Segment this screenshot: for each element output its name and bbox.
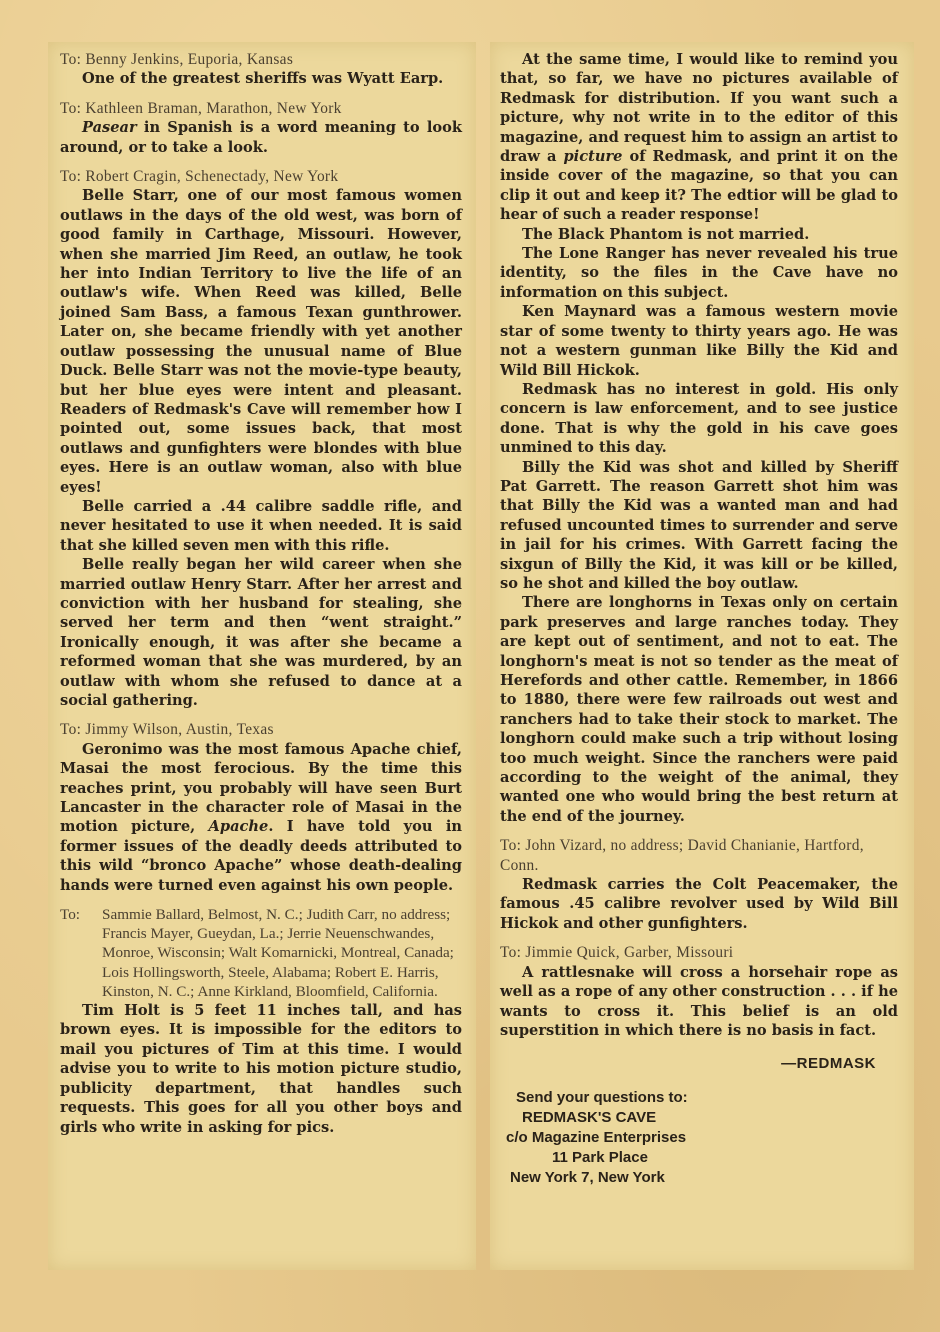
address-line: c/o Magazine Enterprises <box>506 1128 687 1146</box>
recipient-line: To: Kathleen Braman, Marathon, New York <box>60 99 342 117</box>
recipient-names: Sammie Ballard, Belmost, N. C.; Judith Carr, no address; Francis Mayer, Gueydan, La.; Jerrie Neuenschwandes, Monroe, Wisconsin; Walt Komarnicki, Montreal, Canada; Lois Hollingsworth, Steele, Alabama; Robert E. Harris, Kinston, N. C.; Anne Kirkland, Bloomfield, California. <box>102 906 454 1000</box>
italic-word: Apache <box>208 818 269 836</box>
answer-paragraph: Ken Maynard was a famous western movie star of some twenty to thirty years ago. He was not a western gunman like Billy the Kid and Wild Bill Hickok. <box>500 303 898 379</box>
italic-word: picture <box>563 148 623 166</box>
answer-paragraph: Redmask carries the Colt Peacemaker, the famous .45 calibre revolver used by Wild Bill Hickok and other gunfighters. <box>500 876 898 932</box>
recipient-label: To: <box>60 906 81 924</box>
recipient-line: To: John Vizard, no address; David Chanianie, Hartford, Conn. <box>500 837 864 874</box>
recipient-line: To: Jimmy Wilson, Austin, Texas <box>60 721 274 739</box>
recipient-line: To: Robert Cragin, Schenectady, New York <box>60 168 339 186</box>
answer-text: . I have told you in former issues of the deadly deeds attributed to this wild “bronco Apache” whose death-dealing hands were turned even against his own people. <box>60 818 462 894</box>
mailing-address <box>506 1088 898 1188</box>
recipient-block <box>60 905 462 1001</box>
answer-text: in Spanish is a word meaning to look around, or to take a look. <box>60 119 462 156</box>
answer-paragraph: A rattlesnake will cross a horsehair rope as well as a rope of any other construction . . . if he wants to cross it. This belief is an old superstition in which there is no basis in fact. <box>500 963 898 1039</box>
left-column <box>60 50 462 1137</box>
answer-text: At the same time, I would like to remind you that, so far, we have no pictures available of Redmask for distribution. If you want such a picture, why not write in to the editor of this magazine, and request him to assign an artist to draw a <box>500 51 898 166</box>
answer-paragraph: Redmask has no interest in gold. His only concern is law enforcement, and to see justice done. That is why the gold in his cave goes unmined to this day. <box>500 380 898 457</box>
answer-paragraph: Belle really began her wild career when she married outlaw Henry Starr. After her arrest and conviction with her husband for stealing, she served her term and then “went straight.” Ironically enough, it was after she became a reformed woman that she was murdered, by an outlaw with whom she refused to dance at a social gathering. <box>60 556 462 709</box>
signature: —REDMASK <box>781 1055 876 1073</box>
answer-paragraph: Billy the Kid was shot and killed by Sheriff Pat Garrett. The reason Garrett shot him was that Billy the Kid was a wanted man and had refused uncounted times to surrender and serve in jail for his crimes. With Garrett facing the sixgun of Billy the Kid, it was kill or be killed, so he shot and killed the boy outlaw. <box>500 458 898 592</box>
answer-paragraph: Tim Holt is 5 feet 11 inches tall, and has brown eyes. It is impossible for the editors to mail you pictures of Tim at this time. I would advise you to write to his motion picture studio, publicity department, that handles such requests. This goes for all you other boys and girls who write in asking for pics. <box>60 1002 462 1136</box>
answer-paragraph: There are longhorns in Texas only on certain park preserves and large ranches today. They are kept out of sentiment, and not to eat. The longhorn's meat is not so tender as the meat of Herefords and other cattle. Remember, in 1866 to 1880, there were few railroads out west and ranchers had to take their stock to market. The longhorn could make such a trip without losing too much weight. Since the ranchers were paid according to the weight of the animal, they wanted one who would bring the best return at the end of the journey. <box>500 594 898 825</box>
answer-paragraph: Belle carried a .44 calibre saddle rifle, and never hesitated to use it when needed. It is said that she killed seven men with this rifle. <box>60 497 462 554</box>
answer-paragraph <box>60 740 462 895</box>
answer-text: of Redmask, and print it on the inside cover of the magazine, so that you can clip it out and keep it? The edtior will be glad to hear of such a reader response! <box>500 148 899 224</box>
right-column <box>500 50 898 1188</box>
answer-paragraph: Belle Starr, one of our most famous women outlaws in the days of the old west, was born of good family in Carthage, Missouri. However, when she married Jim Reed, an outlaw, he took her into Indian Territory to live the life of an outlaw's wife. When Reed was killed, Belle joined Sam Bass, a famous Texan gunthrower. Later on, she became friendly with yet another outlaw possessing the unusual name of Blue Duck. Belle Starr was not the movie-type beauty, but her blue eyes were intent and pleasant. Readers of Redmask's Cave will remember how I pointed out, some issues back, that most outlaws and gunfighters were blondes with blue eyes. Here is an outlaw woman, also with blue eyes! <box>60 187 462 496</box>
italic-word: Pasear <box>82 119 137 137</box>
answer-paragraph: One of the greatest sheriffs was Wyatt Earp. <box>82 70 444 88</box>
address-line: New York 7, New York <box>510 1168 665 1186</box>
recipient-line: To: Jimmie Quick, Garber, Missouri <box>500 944 734 962</box>
address-line: Send your questions to: <box>516 1088 688 1106</box>
answer-text: Geronimo was the most famous Apache chief, Masai the most ferocious. By the time this reaches print, you probably will have seen Burt Lancaster in the character role of Masai in the motion picture, <box>60 740 462 836</box>
address-line: REDMASK'S CAVE <box>522 1108 657 1126</box>
answer-paragraph: The Black Phantom is not married. <box>522 225 810 243</box>
answer-paragraph <box>500 50 898 225</box>
answer-paragraph: The Lone Ranger has never revealed his true identity, so the files in the Cave have no information on this subject. <box>500 245 898 301</box>
answer-paragraph <box>60 118 462 157</box>
address-line: 11 Park Place <box>552 1148 648 1166</box>
recipient-line: To: Benny Jenkins, Euporia, Kansas <box>60 51 294 68</box>
